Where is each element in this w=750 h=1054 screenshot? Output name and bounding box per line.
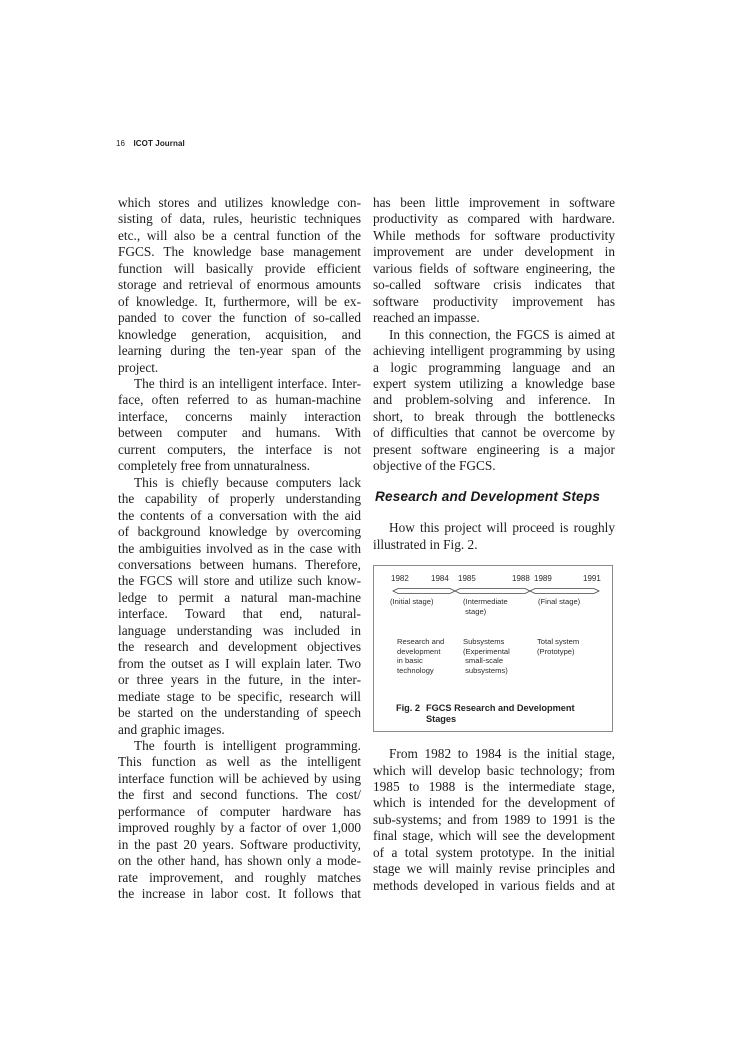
text-line: on the other hand, has shown only a mode- <box>118 853 361 869</box>
stage-name: (Intermediate stage) <box>463 597 508 616</box>
text-line: the FGCS will store and utilize such know- <box>118 573 361 589</box>
text-line: current computers, the interface is not <box>118 441 361 457</box>
text-line: mediate stage to be specific, research will <box>118 688 361 704</box>
text-line: improved roughly by a factor of over 1,000 <box>118 820 361 836</box>
text-line: sisting of data, rules, heuristic techniques <box>118 211 361 227</box>
left-column <box>118 195 361 902</box>
text-line: conversations between humans. Therefore, <box>118 556 361 572</box>
arrow-initial-stage <box>393 589 455 594</box>
text-line: productivity as compared with hardware. <box>373 211 615 227</box>
figure-2 <box>373 565 613 732</box>
text-line: in the past 20 years. Software productivity, <box>118 836 361 852</box>
figure-number: Fig. 2 <box>396 703 420 713</box>
text-line: the increase in labor cost. It follows that <box>118 886 361 902</box>
text-line: and problem-solving and inference. In <box>373 392 615 408</box>
year-label: 1985 <box>458 574 476 583</box>
paragraph <box>118 376 361 475</box>
text-line: storage and retrieval of enormous amounts <box>118 277 361 293</box>
text-line: present software engineering is a major <box>373 441 615 457</box>
text-line: etc., will also be a central function of the <box>118 227 361 243</box>
year-label: 1988 <box>512 574 530 583</box>
text-line: performance of computer hardware has <box>118 803 361 819</box>
text-line: of background knowledge by overcoming <box>118 524 361 540</box>
page-number: 16 <box>116 139 126 148</box>
text-line: a logic programming language and an <box>373 359 615 375</box>
text-line: of difficulties that cannot be overcome by <box>373 425 615 441</box>
text-line: From 1982 to 1984 is the initial stage, <box>389 746 615 762</box>
text-line: stage we will mainly revise principles and <box>373 861 615 877</box>
text-line: illustrated in Fig. 2. <box>373 536 478 552</box>
paragraph <box>118 475 361 738</box>
timeline-arrows <box>374 586 614 596</box>
text-line: which will develop basic technology; from <box>373 762 615 778</box>
figure-caption-line1: FGCS Research and Development <box>426 703 575 713</box>
year-label: 1984 <box>431 574 449 583</box>
text-line: interface. Toward that end, natural- <box>118 606 361 622</box>
text-line: In this connection, the FGCS is aimed at <box>389 326 615 342</box>
text-line: the contents of a conversation with the aid <box>118 507 361 523</box>
text-line: software productivity improvement has <box>373 293 615 309</box>
paragraph <box>373 520 615 553</box>
section-heading: Research and Development Steps <box>375 488 601 504</box>
text-line: final stage, which will see the development <box>373 828 615 844</box>
text-line: The fourth is intelligent programming. <box>134 737 361 753</box>
paragraph <box>373 327 615 475</box>
timeline-years <box>374 574 612 586</box>
figure-caption <box>396 703 575 725</box>
left-column-body <box>118 195 361 902</box>
text-line: How this project will proceed is roughly <box>389 520 615 536</box>
text-line: function will basically provide efficient <box>118 260 361 276</box>
text-line: improvement are under development in <box>373 244 615 260</box>
text-line: interface function will be achieved by using <box>118 770 361 786</box>
text-line: methods developed in various fields and at <box>373 877 615 893</box>
text-line: be started on the understanding of speech <box>118 705 361 721</box>
text-line: panded to cover the function of so-called <box>118 310 361 326</box>
paragraph <box>118 738 361 903</box>
text-line: has been little improvement in software <box>373 195 615 210</box>
text-line: between computer and humans. With <box>118 425 361 441</box>
text-line: objective of the FGCS. <box>373 458 496 474</box>
text-line: which is intended for the development of <box>373 795 615 811</box>
text-line: While methods for software productivity <box>373 227 615 243</box>
text-line: interface, concerns mainly interaction <box>118 408 361 424</box>
text-line: achieving intelligent programming by using <box>373 343 615 359</box>
year-label: 1982 <box>391 574 409 583</box>
right-column-body-top <box>373 195 615 475</box>
stage-name: (Final stage) <box>538 597 581 606</box>
text-line: so-called software crisis indicates that <box>373 277 615 293</box>
stage-description: Total system (Prototype) <box>537 637 580 656</box>
text-line: sub-systems; and from 1989 to 1991 is the <box>373 811 615 827</box>
figure-caption-line2: Stages <box>426 714 457 724</box>
text-line: The third is an intelligent interface. Inter- <box>134 375 361 391</box>
text-line: ledge to permit a natural man-machine <box>118 589 361 605</box>
year-label: 1989 <box>534 574 552 583</box>
text-line: various fields of software engineering, the <box>373 260 615 276</box>
text-line: from the outset as I will explain later. Two <box>118 655 361 671</box>
right-column-intro <box>373 520 615 553</box>
stage-description: Subsystems (Experimental small-scale subsystems) <box>463 637 510 675</box>
text-line: knowledge generation, acquisition, and <box>118 326 361 342</box>
text-line: the research and development objectives <box>118 639 361 655</box>
year-label: 1991 <box>583 574 601 583</box>
text-line: language understanding was included in <box>118 622 361 638</box>
text-line: project. <box>118 359 159 375</box>
page-header <box>116 139 185 148</box>
stage-description: Research and development in basic technology <box>397 637 445 675</box>
text-line: of a total system prototype. In the initial <box>373 844 615 860</box>
text-line: rate improvement, and roughly matches <box>118 869 361 885</box>
text-line: This is chiefly because computers lack <box>134 474 361 490</box>
text-line: learning during the ten-year span of the <box>118 343 361 359</box>
arrow-final-stage <box>530 589 599 594</box>
paragraph <box>118 195 361 376</box>
text-line: the ambiguities involved as in the case with <box>118 540 361 556</box>
paragraph <box>373 195 615 327</box>
text-line: which stores and utilizes knowledge con- <box>118 195 361 210</box>
paragraph <box>373 746 615 894</box>
right-column <box>373 195 615 894</box>
text-line: and graphic images. <box>118 721 225 737</box>
stage-name: (Initial stage) <box>390 597 434 606</box>
text-line: or three years in the future, in the inter- <box>118 672 361 688</box>
text-line: short, to break through the bottlenecks <box>373 408 615 424</box>
text-line: completely free from unnaturalness. <box>118 458 310 474</box>
journal-title: ICOT Journal <box>133 139 185 148</box>
text-line: expert system utilizing a knowledge base <box>373 375 615 391</box>
text-line: This function as well as the intelligent <box>118 754 361 770</box>
text-line: the capability of properly understanding <box>118 491 361 507</box>
text-line: the first and second functions. The cost/ <box>118 787 361 803</box>
text-line: FGCS. The knowledge base management <box>118 244 361 260</box>
right-column-body-bottom <box>373 746 615 894</box>
text-line: reached an impasse. <box>373 310 480 326</box>
text-line: face, often referred to as human-machine <box>118 392 361 408</box>
arrow-intermediate-stage <box>455 589 530 594</box>
text-line: of knowledge. It, furthermore, will be ex- <box>118 293 361 309</box>
text-line: 1985 to 1988 is the intermediate stage, <box>373 778 615 794</box>
